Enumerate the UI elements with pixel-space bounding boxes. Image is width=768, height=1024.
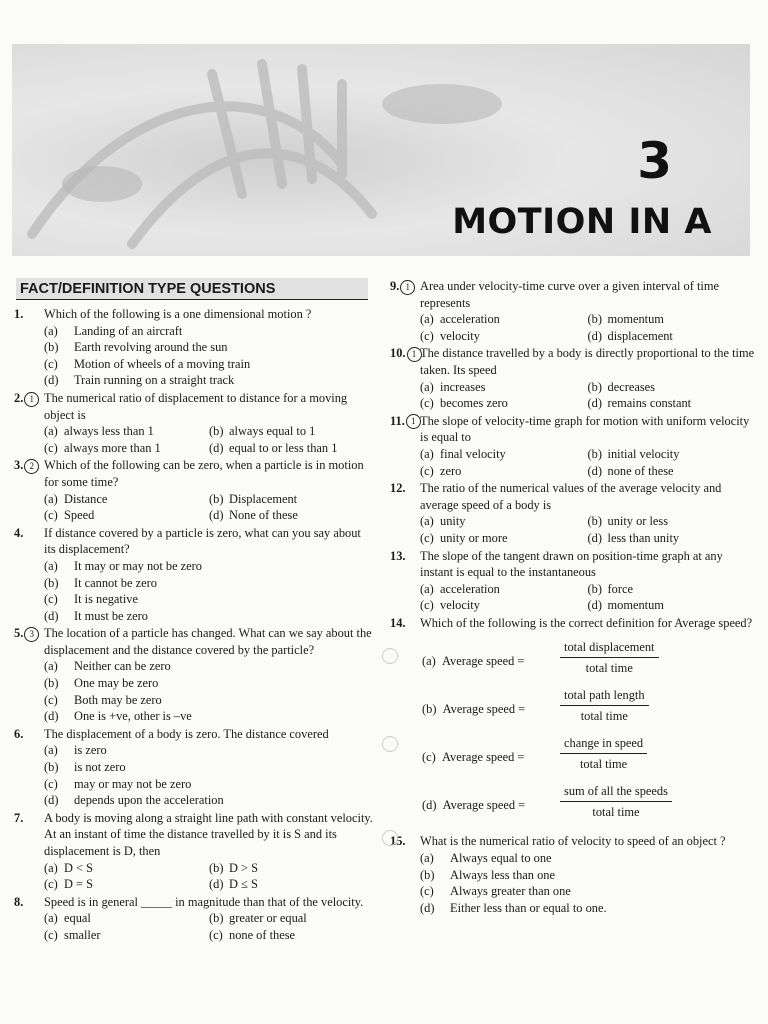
option-item bbox=[14, 759, 374, 776]
option-text: None of these bbox=[229, 508, 298, 523]
option-item bbox=[14, 356, 374, 373]
option-item bbox=[420, 446, 588, 463]
option-text: becomes zero bbox=[440, 396, 508, 411]
punch-hole bbox=[382, 830, 398, 846]
option-item bbox=[14, 372, 374, 389]
question-4 bbox=[14, 525, 374, 558]
average-speed-option bbox=[390, 685, 755, 733]
answer-mark-circle: 1 bbox=[406, 414, 421, 429]
option-text: decreases bbox=[607, 379, 655, 394]
option-letter: (a) bbox=[420, 851, 434, 866]
fraction-denominator: total time bbox=[585, 661, 633, 676]
question-1 bbox=[14, 306, 374, 323]
option-letter: (d) bbox=[209, 508, 224, 523]
right-column bbox=[390, 277, 755, 916]
option-letter: (a) bbox=[44, 860, 58, 875]
option-letter: (c) bbox=[420, 463, 434, 478]
option-item bbox=[420, 530, 588, 547]
options-group bbox=[390, 379, 755, 412]
options-group bbox=[14, 491, 374, 524]
option-letter: (b) bbox=[44, 340, 59, 355]
option-text: equal to or less than 1 bbox=[229, 440, 338, 455]
option-letter: (b) bbox=[44, 575, 59, 590]
option-text: Earth revolving around the sun bbox=[74, 340, 228, 355]
question-text: The location of a particle has changed. What can we say about the displacement and the distance covered by the particle? bbox=[44, 626, 372, 657]
question-number bbox=[14, 525, 23, 542]
question-number bbox=[14, 625, 39, 642]
options-group bbox=[14, 423, 374, 456]
option-item bbox=[44, 910, 209, 927]
option-text: final velocity bbox=[440, 446, 506, 461]
answer-mark-circle: 3 bbox=[24, 627, 39, 642]
option-formula-label: Average speed = bbox=[442, 702, 526, 717]
question-number-text: 7. bbox=[14, 810, 24, 825]
option-letter: (d) bbox=[209, 440, 224, 455]
option-letter: (a) bbox=[422, 654, 436, 669]
question-14 bbox=[390, 615, 755, 632]
option-text: It may or may not be zero bbox=[74, 558, 202, 573]
question-2 bbox=[14, 390, 374, 423]
option-text: It is negative bbox=[74, 592, 138, 607]
option-text: Train running on a straight track bbox=[74, 373, 235, 388]
option-formula-label: Average speed = bbox=[441, 654, 525, 669]
option-item bbox=[588, 597, 756, 614]
question-10 bbox=[390, 345, 755, 378]
option-text: momentum bbox=[607, 312, 664, 327]
question-number bbox=[14, 390, 39, 407]
question-8 bbox=[14, 894, 374, 911]
fraction-numerator: total path length bbox=[560, 687, 649, 706]
question-9 bbox=[390, 278, 755, 311]
option-letter: (c) bbox=[420, 884, 434, 899]
question-number bbox=[14, 457, 39, 474]
option-text: always equal to 1 bbox=[229, 424, 316, 439]
question-number bbox=[390, 548, 406, 565]
option-text: unity bbox=[440, 514, 466, 529]
option-text: unity or more bbox=[440, 530, 508, 545]
fraction bbox=[560, 735, 647, 772]
option-text: is not zero bbox=[74, 760, 126, 775]
answer-mark-circle: 2 bbox=[24, 459, 39, 474]
option-letter: (a) bbox=[420, 514, 434, 529]
option-item bbox=[390, 900, 755, 917]
option-letter: (c) bbox=[209, 927, 223, 942]
fraction bbox=[560, 639, 659, 676]
option-text: force bbox=[607, 581, 633, 596]
option-letter: (a) bbox=[44, 323, 58, 338]
punch-hole bbox=[382, 736, 398, 752]
option-item bbox=[420, 581, 588, 598]
option-letter: (c) bbox=[420, 598, 434, 613]
option-letter: (a) bbox=[420, 581, 434, 596]
option-letter: (b) bbox=[209, 911, 224, 926]
option-item bbox=[420, 379, 588, 396]
option-letter: (d) bbox=[420, 900, 435, 915]
option-letter: (c) bbox=[420, 530, 434, 545]
question-number-text: 9. bbox=[390, 279, 400, 293]
question-number bbox=[14, 726, 23, 743]
option-item bbox=[209, 927, 374, 944]
fraction-denominator: total time bbox=[580, 709, 628, 724]
option-item bbox=[14, 708, 374, 725]
option-item bbox=[44, 507, 209, 524]
option-item bbox=[420, 311, 588, 328]
question-number-text: 13. bbox=[390, 548, 406, 563]
options-group bbox=[14, 558, 374, 624]
answer-mark-circle: 1 bbox=[407, 347, 422, 362]
option-letter: (c) bbox=[44, 877, 58, 892]
question-text: Area under velocity-time curve over a given interval of time represents bbox=[420, 279, 719, 310]
option-text: acceleration bbox=[440, 312, 500, 327]
options-group bbox=[14, 860, 374, 893]
option-letter: (d) bbox=[587, 328, 602, 343]
option-text: Displacement bbox=[229, 491, 298, 506]
question-text: The displacement of a body is zero. The distance covered bbox=[44, 726, 329, 741]
option-letter: (b) bbox=[587, 581, 602, 596]
answer-mark-circle: 1 bbox=[24, 392, 39, 407]
option-item bbox=[14, 742, 374, 759]
question-text: The ratio of the numerical values of the average velocity and average speed of a body is bbox=[420, 481, 722, 512]
option-letter: (d) bbox=[44, 709, 59, 724]
option-letter: (d) bbox=[422, 798, 437, 813]
question-text: Which of the following is a one dimensional motion ? bbox=[44, 307, 312, 321]
option-item bbox=[14, 558, 374, 575]
option-item bbox=[209, 491, 374, 508]
option-label bbox=[422, 701, 525, 718]
fraction bbox=[560, 687, 649, 724]
option-item bbox=[14, 675, 374, 692]
question-number-text: 6. bbox=[14, 726, 24, 741]
option-label bbox=[422, 749, 524, 766]
question-number-text: 1. bbox=[14, 307, 24, 321]
option-letter: (d) bbox=[587, 463, 602, 478]
options-group bbox=[14, 910, 374, 943]
option-item bbox=[588, 581, 756, 598]
question-text: If distance covered by a particle is zero, what can you say about its displacement? bbox=[44, 525, 361, 557]
option-letter: (c) bbox=[44, 356, 58, 371]
option-letter: (c) bbox=[44, 776, 58, 791]
option-item bbox=[44, 491, 209, 508]
chapter-title-line1: MOTION IN A bbox=[452, 202, 712, 242]
option-item bbox=[420, 513, 588, 530]
question-12 bbox=[390, 480, 755, 513]
question-number-text: 11. bbox=[390, 413, 405, 428]
fraction-numerator: sum of all the speeds bbox=[560, 783, 672, 802]
question-6 bbox=[14, 726, 374, 743]
question-text: Which of the following is the correct definition for Average speed? bbox=[420, 615, 753, 630]
option-text: depends upon the acceleration bbox=[74, 793, 224, 808]
option-item bbox=[209, 507, 374, 524]
question-text: The numerical ratio of displacement to distance for a moving object is bbox=[44, 390, 348, 422]
option-text: smaller bbox=[64, 927, 101, 942]
option-text: increases bbox=[440, 379, 486, 394]
question-number bbox=[390, 480, 406, 497]
option-item bbox=[588, 328, 756, 345]
option-item bbox=[390, 867, 755, 884]
options-group bbox=[390, 446, 755, 479]
option-letter: (a) bbox=[44, 424, 58, 439]
option-letter: (c) bbox=[44, 592, 58, 607]
question-number bbox=[14, 894, 23, 911]
option-letter: (d) bbox=[44, 793, 59, 808]
option-item bbox=[209, 876, 374, 893]
option-text: D ≤ S bbox=[229, 877, 258, 892]
option-text: none of these bbox=[229, 927, 296, 942]
option-item bbox=[420, 328, 588, 345]
left-column bbox=[14, 305, 374, 944]
option-text: displacement bbox=[607, 328, 673, 343]
option-text: Distance bbox=[64, 491, 108, 506]
question-number-text: 8. bbox=[14, 894, 24, 909]
options-group bbox=[390, 513, 755, 546]
option-text: It cannot be zero bbox=[74, 575, 157, 590]
option-text: always more than 1 bbox=[64, 440, 161, 455]
option-letter: (a) bbox=[420, 446, 434, 461]
option-formula-label: Average speed = bbox=[441, 750, 525, 765]
question-number bbox=[390, 345, 422, 362]
option-letter: (a) bbox=[420, 379, 434, 394]
option-letter: (a) bbox=[44, 491, 58, 506]
option-item bbox=[14, 608, 374, 625]
question-text: A body is moving along a straight line path with constant velocity. At an instant of time the distance travelled by it is S and its displacement is D, then bbox=[44, 810, 373, 858]
option-letter: (a) bbox=[44, 911, 58, 926]
options-group bbox=[14, 658, 374, 724]
option-item bbox=[14, 658, 374, 675]
question-number bbox=[390, 413, 421, 430]
option-text: Always greater than one bbox=[450, 884, 571, 899]
option-item bbox=[588, 395, 756, 412]
option-text: Neither can be zero bbox=[74, 659, 171, 674]
option-text: Both may be zero bbox=[74, 692, 162, 707]
section-heading: FACT/DEFINITION TYPE QUESTIONS bbox=[16, 278, 368, 300]
option-text: velocity bbox=[440, 328, 480, 343]
option-letter: (d) bbox=[587, 530, 602, 545]
option-item bbox=[209, 440, 374, 457]
option-text: Either less than or equal to one. bbox=[450, 900, 607, 915]
option-letter: (b) bbox=[44, 676, 59, 691]
option-item bbox=[44, 860, 209, 877]
option-text: Landing of an aircraft bbox=[74, 323, 183, 338]
fraction-numerator: change in speed bbox=[560, 735, 647, 754]
question-13 bbox=[390, 548, 755, 581]
option-item bbox=[588, 311, 756, 328]
option-text: velocity bbox=[440, 598, 480, 613]
option-letter: (c) bbox=[420, 328, 434, 343]
option-letter: (b) bbox=[44, 760, 59, 775]
option-item bbox=[588, 463, 756, 480]
option-item bbox=[420, 395, 588, 412]
question-text: The slope of the tangent drawn on position-time graph at any instant is equal to the instantaneous bbox=[420, 548, 723, 580]
option-text: unity or less bbox=[607, 514, 669, 529]
option-letter: (c) bbox=[422, 750, 436, 765]
fraction-denominator: total time bbox=[579, 757, 628, 772]
option-letter: (b) bbox=[209, 860, 224, 875]
option-letter: (c) bbox=[44, 440, 58, 455]
question-text: The distance travelled by a body is directly proportional to the time taken. Its speed bbox=[420, 346, 755, 377]
option-letter: (d) bbox=[44, 608, 59, 623]
answer-mark-circle: 1 bbox=[400, 280, 415, 295]
option-text: equal bbox=[64, 911, 91, 926]
option-item bbox=[588, 530, 756, 547]
option-letter: (d) bbox=[44, 373, 59, 388]
option-text: always less than 1 bbox=[64, 424, 154, 439]
question-5 bbox=[14, 625, 374, 658]
options-group bbox=[14, 323, 374, 389]
average-speed-option bbox=[390, 637, 755, 685]
option-text: D > S bbox=[229, 860, 259, 875]
option-letter: (b) bbox=[587, 514, 602, 529]
option-letter: (b) bbox=[587, 312, 602, 327]
option-item bbox=[390, 850, 755, 867]
option-label bbox=[422, 653, 524, 670]
option-text: Always equal to one bbox=[450, 851, 552, 866]
option-item bbox=[420, 463, 588, 480]
question-text: Which of the following can be zero, when a particle is in motion for some time? bbox=[44, 458, 364, 489]
option-text: remains constant bbox=[607, 396, 692, 411]
option-item bbox=[14, 792, 374, 809]
option-item bbox=[14, 323, 374, 340]
option-formula-label: Average speed = bbox=[442, 798, 526, 813]
question-number: 14. bbox=[390, 615, 406, 630]
question-number-text: 3. bbox=[14, 458, 24, 473]
option-text: zero bbox=[440, 463, 462, 478]
chapter-banner bbox=[12, 44, 750, 256]
options-group bbox=[390, 581, 755, 614]
option-item bbox=[44, 927, 209, 944]
question-15 bbox=[390, 833, 755, 850]
question-3 bbox=[14, 457, 374, 490]
average-speed-option bbox=[390, 733, 755, 781]
option-item bbox=[44, 876, 209, 893]
question-text: What is the numerical ratio of velocity to speed of an object ? bbox=[420, 834, 726, 849]
punch-hole bbox=[382, 648, 398, 664]
option-letter: (c) bbox=[44, 927, 58, 942]
option-text: One may be zero bbox=[74, 676, 159, 691]
option-text: Speed bbox=[64, 508, 95, 523]
option-item bbox=[14, 591, 374, 608]
question-number bbox=[14, 810, 23, 827]
option-letter: (d) bbox=[209, 877, 224, 892]
option-text: may or may not be zero bbox=[74, 776, 192, 791]
question-text: The slope of velocity-time graph for motion with uniform velocity is equal to bbox=[420, 413, 750, 445]
option-text: D = S bbox=[64, 877, 94, 892]
options-group bbox=[390, 311, 755, 344]
question-7 bbox=[14, 810, 374, 860]
option-item bbox=[14, 776, 374, 793]
option-text: less than unity bbox=[607, 530, 680, 545]
option-letter: (b) bbox=[587, 379, 602, 394]
option-item bbox=[588, 446, 756, 463]
question-number-text: 12. bbox=[390, 481, 406, 496]
option-text: initial velocity bbox=[607, 446, 680, 461]
option-item bbox=[588, 379, 756, 396]
option-letter: (a) bbox=[44, 558, 58, 573]
option-item bbox=[209, 860, 374, 877]
option-letter: (b) bbox=[422, 702, 437, 717]
option-letter: (b) bbox=[420, 867, 435, 882]
option-letter: (b) bbox=[587, 446, 602, 461]
option-text: D < S bbox=[64, 860, 94, 875]
option-item bbox=[588, 513, 756, 530]
option-label bbox=[422, 797, 525, 814]
option-item bbox=[14, 575, 374, 592]
option-text: It must be zero bbox=[74, 608, 148, 623]
option-text: acceleration bbox=[440, 581, 500, 596]
question-number bbox=[14, 306, 23, 323]
question-number: 15. bbox=[390, 834, 406, 849]
option-item bbox=[420, 597, 588, 614]
option-letter: (c) bbox=[420, 396, 434, 411]
option-text: greater or equal bbox=[229, 911, 307, 926]
option-text: none of these bbox=[607, 463, 674, 478]
fraction-denominator: total time bbox=[592, 805, 640, 820]
option-item bbox=[44, 440, 209, 457]
question-number-text: 2. bbox=[14, 390, 24, 405]
option-item bbox=[209, 423, 374, 440]
fraction bbox=[560, 783, 672, 820]
option-letter: (a) bbox=[44, 659, 58, 674]
fraction-numerator: total displacement bbox=[560, 639, 659, 658]
options-group bbox=[14, 742, 374, 808]
option-item bbox=[14, 692, 374, 709]
option-letter: (a) bbox=[44, 743, 58, 758]
question-number bbox=[390, 278, 415, 295]
option-text: is zero bbox=[74, 743, 107, 758]
question-number-text: 10. bbox=[390, 346, 406, 361]
option-item bbox=[390, 883, 755, 900]
chapter-number: 3 bbox=[637, 132, 672, 190]
option-letter: (d) bbox=[587, 396, 602, 411]
question-number-text: 5. bbox=[14, 626, 24, 641]
option-item bbox=[44, 423, 209, 440]
option-item bbox=[209, 910, 374, 927]
option-letter: (c) bbox=[44, 692, 58, 707]
option-letter: (d) bbox=[587, 598, 602, 613]
question-text: Speed is in general _____ in magnitude than that of the velocity. bbox=[44, 894, 364, 909]
option-text: Always less than one bbox=[450, 867, 555, 882]
option-item bbox=[14, 339, 374, 356]
option-letter: (c) bbox=[44, 508, 58, 523]
option-letter: (a) bbox=[420, 312, 434, 327]
option-letter: (b) bbox=[209, 424, 224, 439]
option-text: One is +ve, other is –ve bbox=[74, 709, 192, 724]
average-speed-option bbox=[390, 781, 755, 829]
question-number-text: 4. bbox=[14, 525, 24, 540]
question-11 bbox=[390, 413, 755, 446]
option-text: Motion of wheels of a moving train bbox=[74, 356, 251, 371]
option-text: momentum bbox=[607, 598, 664, 613]
option-letter: (b) bbox=[209, 491, 224, 506]
